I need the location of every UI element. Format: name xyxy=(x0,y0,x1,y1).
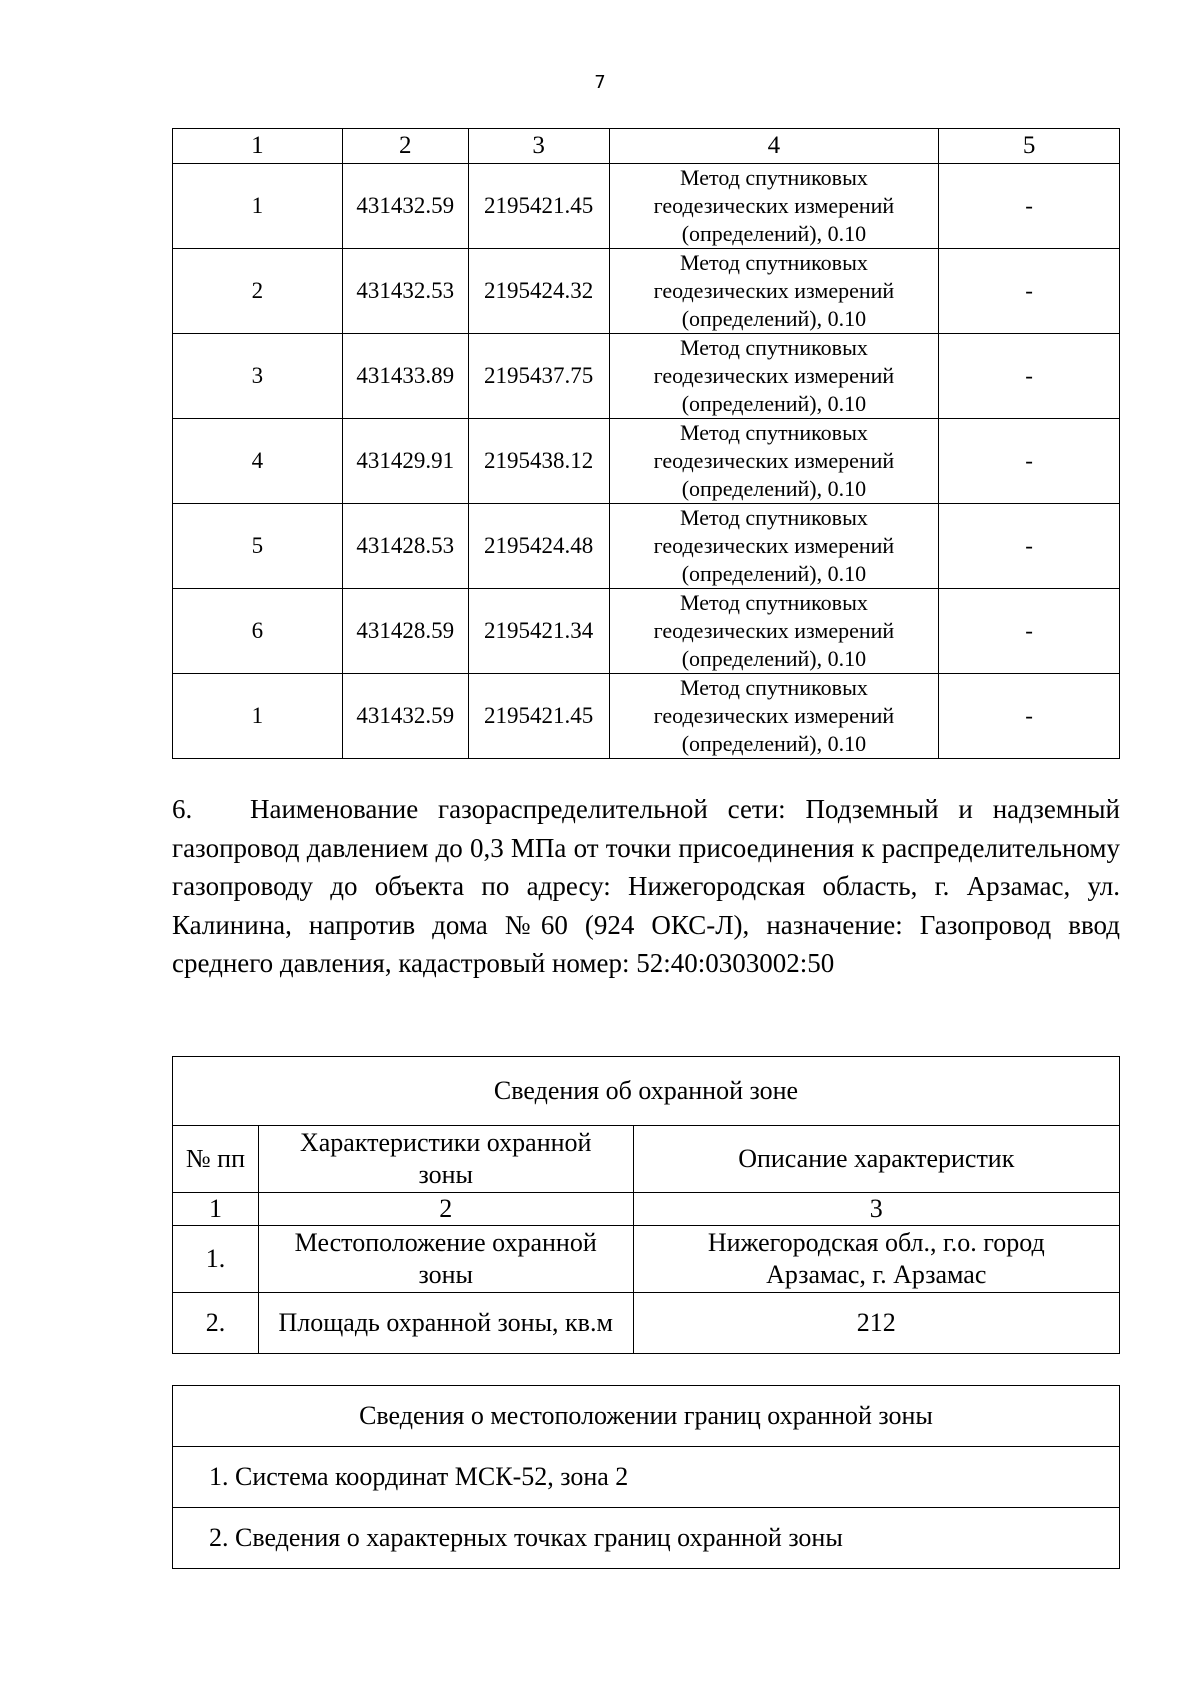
column-index: 3 xyxy=(633,1193,1119,1226)
x-coordinate-cell: 431429.91 xyxy=(342,419,468,504)
paragraph-text: Наименование газораспределительной сети: Подземный и надземный газопровод давлением до 0,3 МПа от точки присоединения к распределительному газопроводу до объекта по адресу: Нижегородская область, г. Арзамас, ул. Калинина, напротив дома №60 (924 ОКС-Л), назначение: Газопровод ввод среднего давления, кадастровый номер: 52:40:0303002:50 xyxy=(172,794,1120,978)
method-line: Метод спутниковых xyxy=(679,675,868,700)
table-row xyxy=(173,334,1120,419)
method-line: геодезических измерений xyxy=(653,278,895,303)
method-line: (определений), 0.10 xyxy=(681,306,867,331)
column-number-2: 2 xyxy=(342,129,468,164)
point-number-cell: 1 xyxy=(173,164,343,249)
column-number-5: 5 xyxy=(939,129,1120,164)
y-coordinate-cell: 2195437.75 xyxy=(468,334,609,419)
page-number: 7 xyxy=(594,72,606,93)
column-number-4: 4 xyxy=(609,129,939,164)
table-header-row xyxy=(173,129,1120,164)
method-cell xyxy=(609,674,939,759)
point-number-cell: 6 xyxy=(173,589,343,674)
characteristic-cell xyxy=(258,1226,633,1293)
method-line: (определений), 0.10 xyxy=(681,646,867,671)
column-header-characteristics xyxy=(258,1126,633,1193)
column-header-description: Описание характеристик xyxy=(633,1126,1119,1193)
table-row xyxy=(173,419,1120,504)
description-cell xyxy=(633,1226,1119,1293)
method-line: геодезических измерений xyxy=(653,618,895,643)
table-row xyxy=(173,674,1120,759)
table-row xyxy=(173,1293,1120,1354)
point-number-cell: 1 xyxy=(173,674,343,759)
method-cell xyxy=(609,164,939,249)
note-cell: - xyxy=(939,249,1120,334)
note-cell: - xyxy=(939,504,1120,589)
table-row xyxy=(173,1226,1120,1293)
column-number-3: 3 xyxy=(468,129,609,164)
note-cell: - xyxy=(939,419,1120,504)
table-row xyxy=(173,504,1120,589)
method-line: геодезических измерений xyxy=(653,703,895,728)
method-line: Метод спутниковых xyxy=(679,420,868,445)
paragraph-number: 6. xyxy=(172,794,193,824)
note-cell: - xyxy=(939,589,1120,674)
method-line: Метод спутниковых xyxy=(679,250,868,275)
table-row xyxy=(173,164,1120,249)
zone-boundaries-table xyxy=(172,1385,1120,1569)
boundaries-table-title: Сведения о местоположении границ охранной зоны xyxy=(173,1386,1120,1447)
point-number-cell: 3 xyxy=(173,334,343,419)
point-number-cell: 4 xyxy=(173,419,343,504)
characteristic-cell: Площадь охранной зоны, кв.м xyxy=(258,1293,633,1354)
cell-line: Арзамас, г. Арзамас xyxy=(766,1260,987,1289)
column-index: 1 xyxy=(173,1193,259,1226)
y-coordinate-cell: 2195421.45 xyxy=(468,674,609,759)
method-cell xyxy=(609,419,939,504)
method-line: (определений), 0.10 xyxy=(681,561,867,586)
zone-table-title: Сведения об охранной зоне xyxy=(173,1057,1120,1126)
x-coordinate-cell: 431428.59 xyxy=(342,589,468,674)
note-cell: - xyxy=(939,674,1120,759)
cell-line: зоны xyxy=(418,1260,473,1289)
method-line: геодезических измерений xyxy=(653,363,895,388)
method-line: геодезических измерений xyxy=(653,193,895,218)
header-line: зоны xyxy=(418,1160,473,1189)
coordinates-table xyxy=(172,128,1120,759)
note-cell: - xyxy=(939,164,1120,249)
x-coordinate-cell: 431432.53 xyxy=(342,249,468,334)
method-line: (определений), 0.10 xyxy=(681,391,867,416)
header-line: Характеристики охранной xyxy=(299,1128,592,1157)
description-cell: 212 xyxy=(633,1293,1119,1354)
method-line: (определений), 0.10 xyxy=(681,731,867,756)
row-number: 1. xyxy=(173,1226,259,1293)
method-line: (определений), 0.10 xyxy=(681,221,867,246)
x-coordinate-cell: 431428.53 xyxy=(342,504,468,589)
y-coordinate-cell: 2195438.12 xyxy=(468,419,609,504)
note-cell: - xyxy=(939,334,1120,419)
table-row xyxy=(173,589,1120,674)
method-line: Метод спутниковых xyxy=(679,335,868,360)
boundary-points-item: 2. Сведения о характерных точках границ охранной зоны xyxy=(173,1508,1120,1569)
method-line: (определений), 0.10 xyxy=(681,476,867,501)
method-cell xyxy=(609,589,939,674)
column-index: 2 xyxy=(258,1193,633,1226)
x-coordinate-cell: 431433.89 xyxy=(342,334,468,419)
network-description-paragraph xyxy=(172,790,1120,983)
method-cell xyxy=(609,504,939,589)
method-line: Метод спутниковых xyxy=(679,590,868,615)
method-cell xyxy=(609,334,939,419)
method-line: Метод спутниковых xyxy=(679,165,868,190)
method-line: геодезических измерений xyxy=(653,533,895,558)
y-coordinate-cell: 2195424.48 xyxy=(468,504,609,589)
method-cell xyxy=(609,249,939,334)
point-number-cell: 5 xyxy=(173,504,343,589)
column-header-number: № пп xyxy=(173,1126,259,1193)
cell-line: Местоположение охранной xyxy=(294,1228,597,1257)
cell-line: Нижегородская обл., г.о. город xyxy=(707,1228,1045,1257)
x-coordinate-cell: 431432.59 xyxy=(342,674,468,759)
column-number-1: 1 xyxy=(173,129,343,164)
protection-zone-table xyxy=(172,1056,1120,1354)
y-coordinate-cell: 2195421.34 xyxy=(468,589,609,674)
point-number-cell: 2 xyxy=(173,249,343,334)
method-line: геодезических измерений xyxy=(653,448,895,473)
table-row xyxy=(173,249,1120,334)
y-coordinate-cell: 2195421.45 xyxy=(468,164,609,249)
method-line: Метод спутниковых xyxy=(679,505,868,530)
y-coordinate-cell: 2195424.32 xyxy=(468,249,609,334)
coordinate-system-item: 1. Система координат МСК-52, зона 2 xyxy=(173,1447,1120,1508)
row-number: 2. xyxy=(173,1293,259,1354)
x-coordinate-cell: 431432.59 xyxy=(342,164,468,249)
